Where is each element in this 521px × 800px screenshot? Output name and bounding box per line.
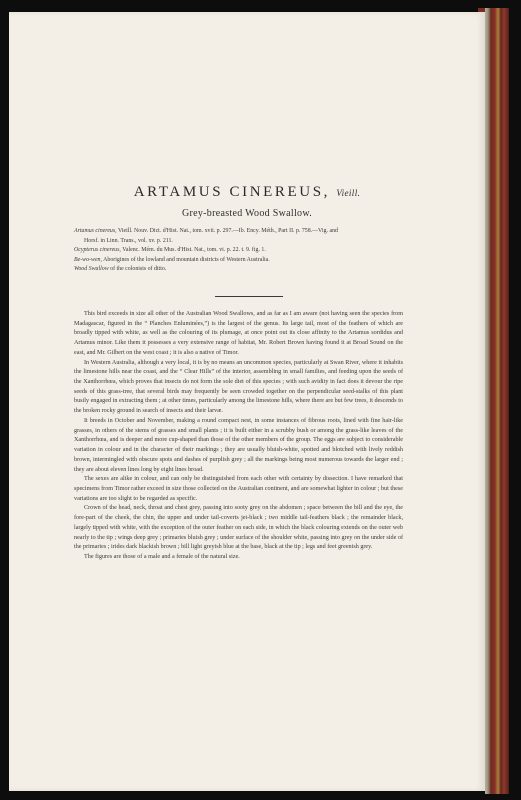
synonym-continuation: Horsf. in Linn. Trans., vol. xv. p. 211. xyxy=(84,237,173,244)
synonym-entry: Artamus cinereus, Vieill. Nouv. Dict. d'Hist. Nat., tom. xvii. p. 297.—Ib. Ency. Méth., Part II. p. 758.—Vig. and xyxy=(74,228,338,234)
paragraph: The figures are those of a male and a female of the natural size. xyxy=(84,553,240,560)
paragraph: The sexes are alike in colour, and can only be distinguished from each other with certainty by dissection. I have remarked that specimens from Timor rather exceed in size those collected on the Australian continent, and are somewhat lighter in colour ; but these variations are too slight to be regarded as specific. xyxy=(74,476,403,502)
book-page xyxy=(9,12,485,791)
common-name: Grey-breasted Wood Swallow. xyxy=(181,208,313,219)
paragraph: Crown of the head, neck, throat and chest grey, passing into sooty grey on the abdomen ; space between the bill and the eye, the fore-part of the cheek, the chin, the upper and under tail-coverts jet-black ; two middle tail-feathers black ; the remainder black, largely tipped with white, with the exception of the outer feather on each side, in which the black colouring extends on the outer web nearly to the tip ; wings deep grey ; primaries bluish grey ; under surface of the shoulder white, passing into grey on the under side of the primaries ; irides dark blackish brown ; bill light greyish blue at the base, black at the tip ; legs and feet greenish grey. xyxy=(74,505,403,551)
synonym-entry: Wood Swallow of the colonists of ditto. xyxy=(74,266,167,273)
section-divider xyxy=(215,296,283,297)
species-title xyxy=(9,184,485,201)
species-name: ARTAMUS CINEREUS, xyxy=(133,184,331,200)
synonym-entry: Ocypterus cinereus, Valenc. Mém. du Mus. d'Hist. Nat., tom. vi. p. 22. t. 9. fig. 1. xyxy=(74,247,266,254)
synonym-entry: Be-wo-wen, Aborigines of the lowland and mountain districts of Western Australia. xyxy=(74,256,270,263)
book-binding-edge xyxy=(485,8,509,794)
paragraph: This bird exceeds in size all other of the Australian Wood Swallows, and as far as I am aware (not having seen the species from Madagascar, figured in the “ Planches Enluminées,”) is the largest of the genus. Its large tail, most of the feathers of which are broadly tipped with white, as well as the colouring of its plumage, at once point out its close affinity to the Artamus sordidus and Artamus minor. Like them it possesses a very extensive range of habitat, Mr. Robert Brown having found it at Broad Sound on the east, and Mr. Gilbert on the west coast ; it is also a native of Timor. xyxy=(74,311,403,356)
paragraph: It breeds in October and November, making a round compact nest, in some instances of fibrous roots, lined with fine hair-like grasses, in others of the stems of grasses and small plants ; it is built either in a scrubby bush or among the grass-like leaves of the Xanthorrhœa, and is deeper and more cup-shaped than those of the other members of the group. The eggs are subject to considerable variation in colour and in the character of their markings ; they are usually bluish-white, spotted and blotched with lively reddish brown, intermingled with obscure spots and dashes of purplish grey ; all the markings being most numerous towards the larger end ; they are about eleven lines long by eight lines broad. xyxy=(74,417,403,473)
body-text xyxy=(74,310,403,563)
species-authority: Vieill. xyxy=(336,188,361,198)
paragraph: In Western Australia, although a very local, it is by no means an uncommon species, particularly at Swan River, where it inhabits the limestone hills near the coast, and the “ Clear Hills” of the interior, assembling in small families, and feeding upon the seeds of the Xanthorrhœa, which proves that insects do not form the sole diet of this species ; with such avidity in fact does it devour the ripe seeds of this grass-tree, that several birds may frequently be seen crowded together on the perpendicular seed-stalks of this plant busily engaged in extracting them ; at other times, particularly among the limestone hills, where there are but few trees, it descends to the broken rocky ground in search of insects and their larvæ. xyxy=(74,359,403,415)
